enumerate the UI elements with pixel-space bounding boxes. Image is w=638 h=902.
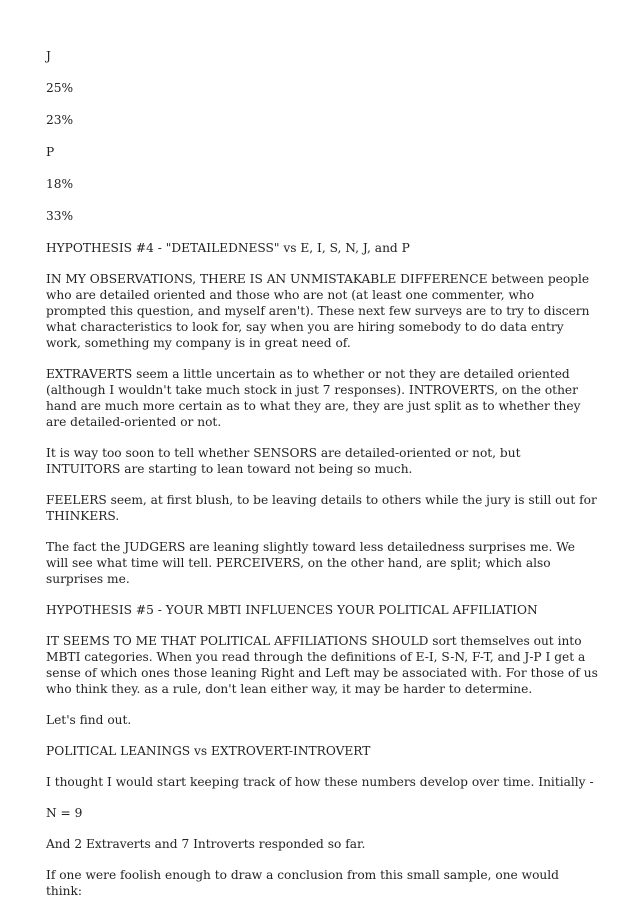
paragraph-lets-find-out: Let's find out.: [46, 713, 132, 727]
paragraph-j-value-2: 23%: [46, 113, 74, 127]
paragraph-p-value-2: 33%: [46, 209, 74, 223]
paragraph-responded: And 2 Extraverts and 7 Introverts responded so far.: [46, 837, 366, 851]
paragraph-sample-size: N = 9: [46, 806, 83, 820]
hypothesis-5-heading: HYPOTHESIS #5 - YOUR MBTI INFLUENCES YOUR POLITICAL AFFILIATION: [46, 603, 538, 617]
hypothesis-4-heading: HYPOTHESIS #4 - "DETAILEDNESS" vs E, I, S, N, J, and P: [46, 241, 410, 255]
paragraph-conclusion: If one were foolish enough to draw a conclusion from this small sample, one would think:: [46, 868, 559, 898]
paragraph-political-affiliations: IT SEEMS TO ME THAT POLITICAL AFFILIATIONS SHOULD sort themselves out into MBTI categories. When you read through the definitions of E-I, S-N, F-T, and J-P I get a sense of which ones those leaning Right and Left may be associated with. For those of us who think they. as a rule, don't lean either way, it may be harder to determine.: [46, 634, 598, 696]
paragraph-sensors: It is way too soon to tell whether SENSORS are detailed-oriented or not, but INTUITORS are starting to lean toward not being so much.: [46, 446, 521, 476]
paragraph-p-label: P: [46, 145, 55, 159]
paragraph-extraverts: EXTRAVERTS seem a little uncertain as to whether or not they are detailed oriented (although I wouldn't take much stock in just 7 responses). INTROVERTS, on the other hand are much more certain as to what they are, they are just split as to whether they are detailed-oriented or not.: [46, 367, 581, 429]
paragraph-tracking: I thought I would start keeping track of how these numbers develop over time. Initially -: [46, 775, 594, 789]
paragraph-observations: IN MY OBSERVATIONS, THERE IS AN UNMISTAKABLE DIFFERENCE between people who are detailed oriented and those who are not (at least one commenter, who prompted this question, and myself aren't). These next few surveys are to try to discern what characteristics to look for, say when you are hiring somebody to do data entry work, something my company is in great need of.: [46, 272, 590, 350]
paragraph-j-label: J: [46, 49, 51, 63]
paragraph-j-value-1: 25%: [46, 81, 74, 95]
paragraph-feelers: FEELERS seem, at first blush, to be leaving details to others while the jury is still out for THINKERS.: [46, 493, 597, 523]
political-leanings-heading: POLITICAL LEANINGS vs EXTROVERT-INTROVERT: [46, 744, 371, 758]
paragraph-judgers: The fact the JUDGERS are leaning slightly toward less detailedness surprises me. We will see what time will tell. PERCEIVERS, on the other hand, are split; which also surprises me.: [46, 540, 575, 586]
paragraph-p-value-1: 18%: [46, 177, 74, 191]
